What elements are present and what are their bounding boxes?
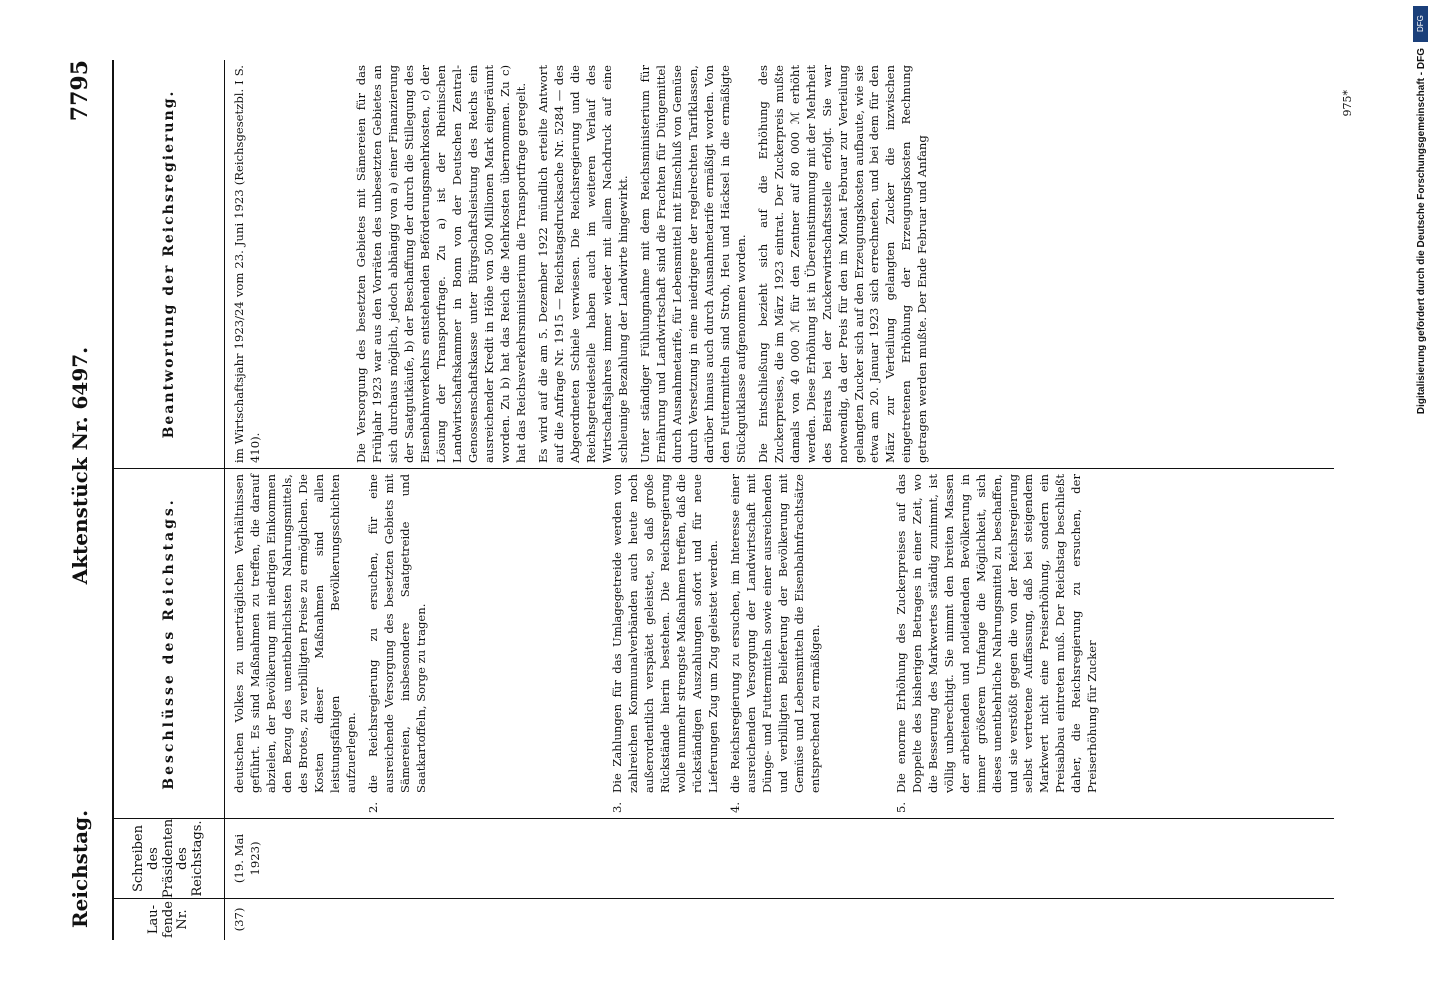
resolution-item: 3. Die Zahlungen für das Umlagegetreide werden von zahlreichen Kommunalverbänden auch heute noch außerordentlich verspätet geleistet, so daß große Rückstände hierin bestehen. Die Reichsregierung wolle nunmehr strengste Maßnahmen treffen, daß die rückständigen Auszahlungen sofort und für neue Lieferungen Zug um Zug geleistet werden. (609, 473, 720, 813)
answer-block: Es wird auf die am 5. Dezember 1922 mündlich erteilte Antwort auf die Anfrage Nr. 1915 — Reichstagsdrucksache Nr. 5284 — des Abgeordneten Schiele verwiesen. Die Reichsregierung und die Reichsgetreidestelle haben auch im weiteren Verlauf des Wirtschaftsjahres immer wieder mit allem Nachdruck auf eine schleunige Bezahlung der Landwirte hingewirkt. (535, 65, 630, 463)
resolution-item: deutschen Volkes zu unerträglichen Verhältnissen geführt. Es sind Maßnahmen zu treffen, die darauf abzielen, der Bevölkerung mit niedrigen Einkommen den Bezug des unentbehrlichsten Nahrungsmittels, des Brotes, zu verbilligten Preise zu ermöglichen. Die Kosten dieser Maßnahmen sind allen leistungsfähigen Bevölkerungsschichten aufzuerlegen. (232, 474, 358, 793)
col-schreiben-header: Schreiben des Präsidenten des Reichstags. (114, 818, 224, 898)
digitization-text: Digitalisierung gefördert durch die Deutsche Forschungsgemeinschaft - DFG (1415, 48, 1427, 415)
col-nr (224, 898, 1334, 940)
answer-block: Die Versorgung des besetzten Gebietes mit Sämereien für das Frühjahr 1923 war aus den Vorräten des unbesetzten Gebietes an sich durchaus möglich, jedoch abhängig von a) einer Finanzierung der Saatgutkäufe, b) der Beschaffung der durch die Stillegung des Eisenbahnverkehrs entstehenden Beförderungsmehrkosten, c) der Lösung der Transportfrage. Zu a) ist der Rheinischen Landwirtschaftskammer in Bonn von der Deutschen Zentral-Genossenschaftskasse unter Bürgschaftsleistung des Reichs ein ausreichender Kredit in Höhe von 500 Millionen Mark eingeräumt worden. Zu b) hat das Reich die Mehrkosten übernommen. Zu c) hat das Reichsverkehrsministerium die Transportfrage geregelt. (353, 65, 528, 463)
table-body (224, 60, 1334, 940)
resolution-item: 2. die Reichsregierung zu ersuchen, für eine ausreichende Versorgung des besetzten Gebiets mit Sämereien, insbesondere Saatgetreide und Saatkartoffeln, Sorge zu tragen. (365, 474, 428, 813)
answer-block: Unter ständiger Fühlungnahme mit dem Reichsministerium für Ernährung und Landwirtschaft sind die Frachten für Düngemittel durch Ausnahmetarife, für Lebensmittel mit Einschluß von Gemüse durch Versetzung in eine niedrigere der regelrechten Tarifklassen, darüber hinaus auch durch Ausnahmetarife ermäßigt worden. Von den Futtermitteln sind Stroh, Heu und Häcksel in die ermäßigte Stückgutklasse aufgenommen worden. (637, 65, 748, 463)
row-date: (19. Mai 1923) (232, 833, 262, 884)
dfg-logo: DFG (1413, 6, 1428, 42)
row-number: (37) (232, 907, 246, 932)
col-schreiben (224, 818, 1334, 898)
header-left: Reichstag. (68, 809, 92, 928)
header-title: Aktenstück Nr. 6497. (68, 346, 92, 585)
table-header (114, 60, 225, 940)
resolutions-table (112, 60, 1354, 940)
page-mark: 975* (1341, 90, 1354, 117)
col-beantwortung (224, 60, 1334, 468)
digitization-note (1410, 0, 1432, 1000)
answer-block: Die Entschließung bezieht sich auf die Erhöhung des Zuckerpreises, die im März 1923 eintrat. Der Zuckerpreis mußte damals von 40 000 ℳ für den Zentner auf 80 000 ℳ erhöht werden. Diese Erhöhung ist in Übereinstimmung mit der Mehrheit des Beirats bei der Zuckerwirtschaftsstelle erfolgt. Sie war notwendig, da der Preis für den im Monat Februar zur Verteilung gelangten Zucker sich auf den Erzeugungskosten aufbaute, wie sie etwa am 20. Januar 1923 sich errechneten, und bei dem für den März zur Verteilung gelangten Zucker die inzwischen eingetretenen Erhöhung der Erzeugungskosten Rechnung getragen werden mußte. Der Ende Februar und Anfang (755, 65, 930, 463)
col-beantwortung-header: Beantwortung der Reichsregierung. (160, 89, 177, 439)
answer-block: im Wirtschaftsjahr 1923/24 vom 23. Juni 1923 (Reichsgesetzbl. I S. 410). (232, 65, 262, 463)
resolution-item: 5. Die enorme Erhöhung des Zuckerpreises auf das Doppelte des bisherigen Betrages in einer Zeit, wo die Besserung des Markwertes ständig zunimmt, ist völlig unberechtigt. Sie nimmt den breiten Massen der arbeitenden und notleidenden Bevölkerung in immer größerem Umfange die Möglichkeit, sich dieses unentbehrliche Nahrungsmittel zu beschaffen, und sie verstößt gegen die von der Reichsregierung selbst vertretene Auffassung, daß bei steigendem Markwert nicht eine Preiserhöhung, sondern ein Preisabbau eintreten muß. Der Reichstag beschließt daher, die Reichsregierung zu ersuchen, der Preiserhöhung für Zucker (893, 474, 1100, 813)
col-beschluesse-header: Beschlüsse des Reichstags. (114, 468, 224, 818)
page-number: 7795 (67, 60, 93, 122)
col-nr-header: Lau- fende Nr. (114, 898, 224, 940)
resolution-item: 4. die Reichsregierung zu ersuchen, im Interesse einer ausreichenden Versorgung der Landwirtschaft mit Dünge- und Futtermitteln sowie einer ausreichenden und verbilligten Belieferung der Bevölkerung mit Gemüse und Lebensmitteln die Eisenbahnfrachtsätze entsprechend zu ermäßigen. (727, 474, 822, 813)
col-beschluesse (224, 468, 1334, 818)
page-header (50, 60, 110, 928)
